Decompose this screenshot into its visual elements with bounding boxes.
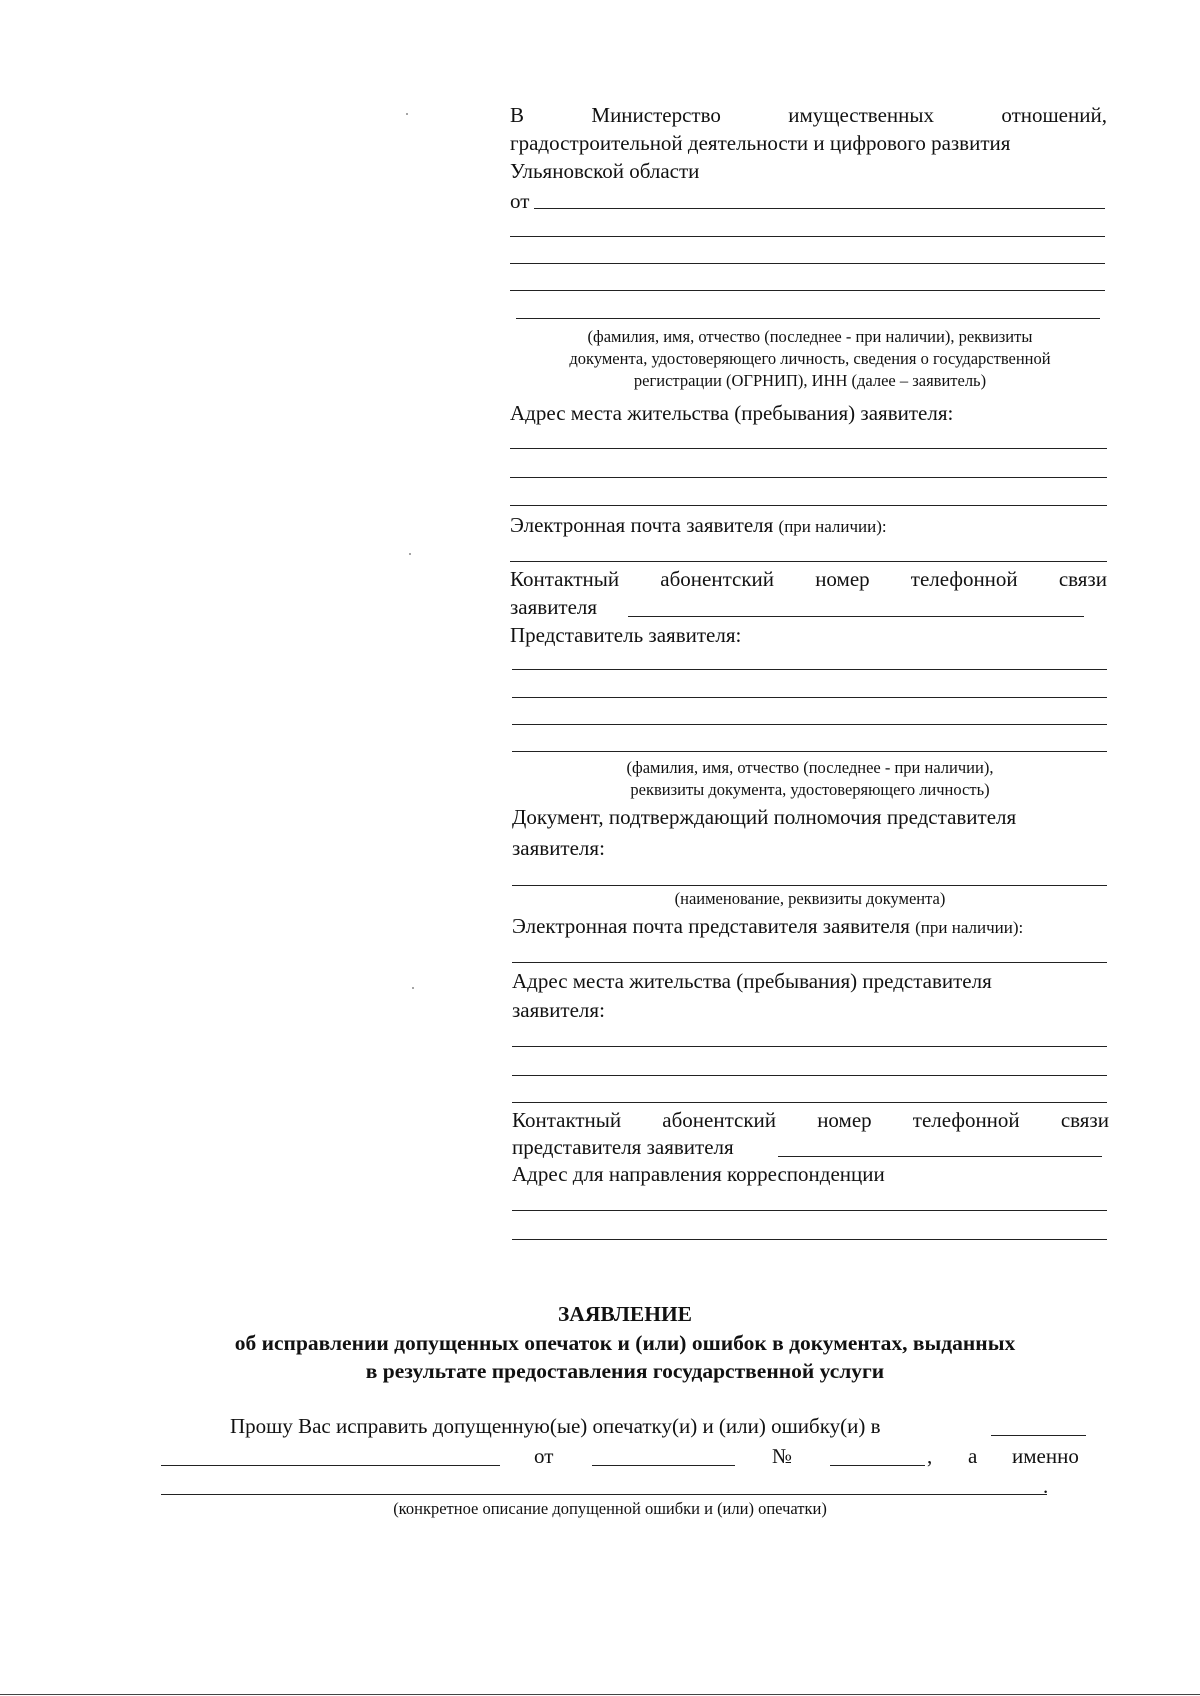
- document-type-field[interactable]: [991, 1435, 1086, 1436]
- rep-phone-label: [512, 1107, 1109, 1133]
- authority-doc-cont: заявителя:: [512, 836, 605, 860]
- representative-label: Представитель заявителя:: [510, 623, 742, 647]
- applicant-email-label: [510, 512, 887, 540]
- addressee-line-3: Ульяновской области: [510, 159, 700, 183]
- addressee-line-2: градостроительной деятельности и цифрового развития: [510, 131, 1011, 155]
- rep-address-label: Адрес места жительства (пребывания) представителя: [512, 969, 992, 993]
- applicant-email-label-text: Электронная почта заявителя: [510, 513, 774, 537]
- document-date-field[interactable]: [592, 1465, 735, 1466]
- statement-subtitle: в результате предоставления государственной услуги: [365, 1359, 885, 1383]
- applicant-address-field[interactable]: [510, 477, 1107, 478]
- rep-email-note: (при наличии):: [915, 918, 1024, 937]
- phone-label-word: связи: [1060, 1108, 1109, 1132]
- applicant-info-field[interactable]: [510, 290, 1105, 291]
- phone-label-word: телефонной: [912, 1108, 1020, 1132]
- rep-email-label: [512, 913, 1023, 941]
- period: .: [1043, 1474, 1049, 1498]
- representative-field[interactable]: [512, 724, 1107, 725]
- from-label: от: [510, 189, 530, 213]
- rep-phone-cont: представителя заявителя: [512, 1135, 734, 1159]
- scan-speck: [406, 113, 408, 115]
- statement-title: ЗАЯВЛЕНИЕ: [557, 1302, 693, 1326]
- rep-email-field[interactable]: [512, 962, 1107, 963]
- representative-caption: [510, 757, 1110, 801]
- phone-label-word: номер: [815, 567, 870, 591]
- addressee-word: Министерство: [591, 103, 721, 127]
- representative-field[interactable]: [512, 697, 1107, 698]
- representative-caption-line: реквизиты документа, удостоверяющего личность): [630, 780, 990, 799]
- addressee-word: отношений,: [1001, 103, 1107, 127]
- phone-label-word: телефонной: [910, 567, 1018, 591]
- authority-doc-caption: (наименование, реквизиты документа): [674, 889, 946, 908]
- applicant-info-field[interactable]: [516, 318, 1100, 319]
- authority-doc-field[interactable]: [512, 885, 1107, 886]
- applicant-caption-line: документа, удостоверяющего личность, сведения о государственной: [569, 349, 1051, 368]
- error-caption: (конкретное описание допущенной ошибки и (или) опечатки): [393, 1499, 827, 1518]
- phone-label-word: связи: [1058, 567, 1107, 591]
- applicant-phone-cont: заявителя: [510, 595, 598, 619]
- applicant-info-field[interactable]: [510, 236, 1105, 237]
- from-word: от: [534, 1444, 554, 1468]
- applicant-email-field[interactable]: [510, 561, 1107, 562]
- applicant-caption-line: (фамилия, имя, отчество (последнее - при наличии), реквизиты: [587, 327, 1033, 346]
- applicant-address-field[interactable]: [510, 505, 1107, 506]
- addressee-line-1: [510, 102, 1107, 128]
- phone-label-word: Контактный: [510, 567, 620, 591]
- rep-address-field[interactable]: [512, 1046, 1107, 1047]
- namely-word: именно: [1012, 1444, 1079, 1468]
- phone-label-word: номер: [817, 1108, 872, 1132]
- rep-address-cont: заявителя:: [512, 998, 605, 1022]
- statement-subtitle: об исправлении допущенных опечаток и (или) ошибок в документах, выданных: [234, 1331, 1016, 1355]
- representative-caption-line: (фамилия, имя, отчество (последнее - при наличии),: [626, 758, 994, 777]
- applicant-address-label: Адрес места жительства (пребывания) заявителя:: [510, 401, 954, 425]
- applicant-email-note: (при наличии):: [778, 517, 887, 536]
- applicant-phone-field[interactable]: [628, 616, 1084, 617]
- scan-speck: [409, 553, 411, 555]
- rep-email-label-text: Электронная почта представителя заявителя: [512, 914, 910, 938]
- rep-phone-field[interactable]: [778, 1156, 1102, 1157]
- authority-doc-label: Документ, подтверждающий полномочия представителя: [512, 805, 1017, 829]
- representative-field[interactable]: [512, 669, 1107, 670]
- rep-address-field[interactable]: [512, 1102, 1107, 1103]
- document-number-field[interactable]: [830, 1465, 925, 1466]
- applicant-caption: [505, 326, 1115, 392]
- rep-address-field[interactable]: [512, 1075, 1107, 1076]
- number-sign: №: [772, 1444, 793, 1468]
- a-word: а: [968, 1444, 978, 1468]
- applicant-address-field[interactable]: [510, 448, 1107, 449]
- correspondence-label: Адрес для направления корреспонденции: [512, 1162, 885, 1186]
- applicant-phone-label: [510, 566, 1107, 592]
- scan-speck: [412, 987, 414, 989]
- representative-field[interactable]: [512, 751, 1107, 752]
- addressee-word: имущественных: [788, 103, 934, 127]
- correspondence-field[interactable]: [512, 1210, 1107, 1211]
- applicant-info-field[interactable]: [510, 263, 1105, 264]
- comma: ,: [927, 1444, 933, 1468]
- applicant-name-field[interactable]: [534, 208, 1105, 209]
- applicant-caption-line: регистрации (ОГРНИП), ИНН (далее – заявитель): [633, 371, 987, 390]
- error-description-field[interactable]: [161, 1494, 1047, 1495]
- request-text: Прошу Вас исправить допущенную(ые) опечатку(и) и (или) ошибку(и) в: [230, 1414, 881, 1438]
- phone-label-word: абонентский: [662, 1108, 777, 1132]
- phone-label-word: Контактный: [512, 1108, 622, 1132]
- page-bottom-edge: [0, 1694, 1200, 1695]
- addressee-word: В: [510, 103, 525, 127]
- correspondence-field[interactable]: [512, 1239, 1107, 1240]
- document-name-field[interactable]: [161, 1465, 500, 1466]
- phone-label-word: абонентский: [660, 567, 775, 591]
